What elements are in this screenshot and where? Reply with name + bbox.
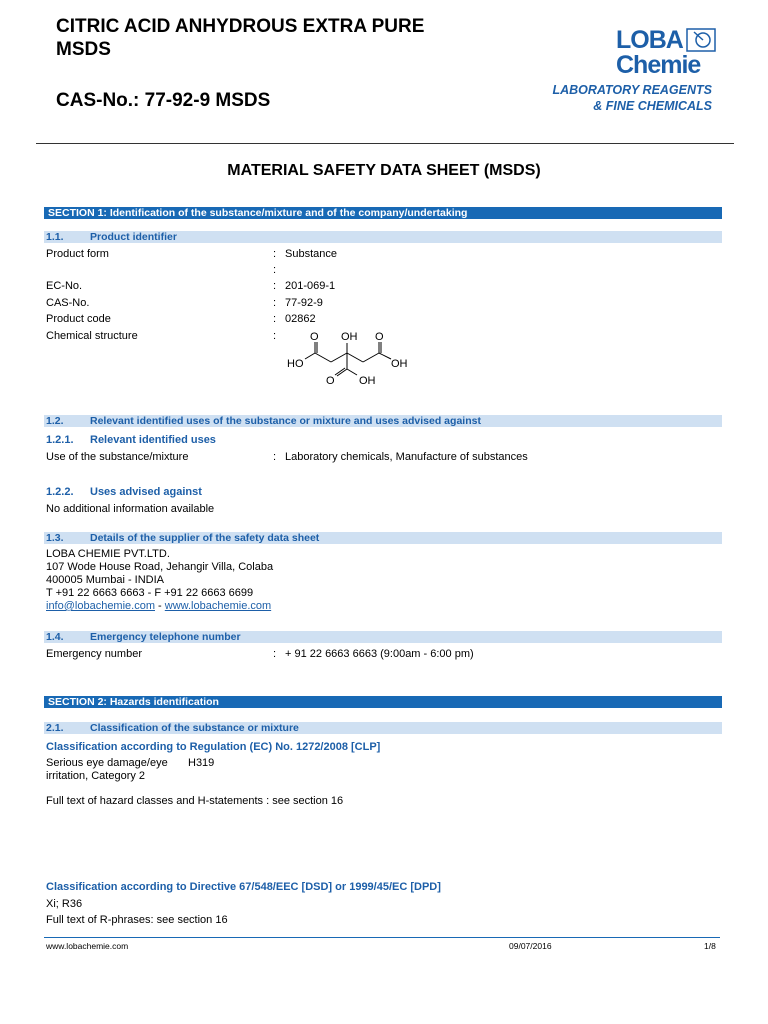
footer-date: 09/07/2016: [509, 941, 552, 951]
subsection-1-2-2-number: 1.2.2.: [46, 486, 74, 498]
subsection-1-2-number: 1.2.: [46, 415, 64, 427]
row-label: Product code: [46, 313, 111, 325]
clp-classification: [46, 757, 346, 785]
subsection-1-4-label: Emergency telephone number: [90, 631, 241, 643]
supplier-website-link[interactable]: www.lobachemie.com: [164, 600, 272, 612]
footer-page-number: 1/8: [704, 941, 716, 951]
cas-heading: CAS-No.: 77-92-9 MSDS: [56, 90, 271, 111]
subsection-1-4-number: 1.4.: [46, 631, 64, 643]
subsection-1-3: [44, 532, 722, 544]
subsection-1-2-label: Relevant identified uses of the substance or mixture and uses advised against: [90, 415, 481, 427]
structure-oh-right: OH: [391, 358, 408, 370]
subsection-2-1-number: 2.1.: [46, 722, 64, 734]
supplier-email-link[interactable]: info@lobachemie.com: [46, 600, 155, 612]
subsection-1-1-label: Product identifier: [90, 231, 177, 243]
row-ec-no: [46, 280, 726, 297]
structure-o1: O: [310, 331, 319, 343]
company-logo: [600, 26, 720, 82]
row-use: [46, 451, 726, 465]
row-value: 02862: [285, 313, 316, 325]
structure-o-bottom: O: [326, 375, 335, 387]
link-separator: -: [155, 600, 165, 612]
section1-bar: SECTION 1: Identification of the substance/mixture and of the company/undertaking: [44, 207, 722, 219]
row-emergency: [46, 648, 726, 662]
row-colon: :: [273, 248, 277, 260]
subsection-1-2-1-number: 1.2.1.: [46, 434, 74, 446]
product-title-line2: MSDS: [56, 39, 111, 60]
dsd-classification-heading: Classification according to Directive 67/548/EEC [DSD] or 1999/45/EC [DPD]: [46, 881, 441, 893]
supplier-address1: 107 Wode House Road, Jehangir Villa, Colaba: [46, 561, 274, 573]
logo-bottom-text: Chemie: [616, 51, 701, 79]
subsection-1-2-1: [46, 434, 216, 446]
subsection-1-2-2-label: Uses advised against: [90, 486, 202, 498]
full-text-r-phrases: Full text of R-phrases: see section 16: [46, 914, 228, 926]
structure-o2: O: [375, 331, 384, 343]
product-title-line1: CITRIC ACID ANHYDROUS EXTRA PURE: [56, 16, 425, 37]
footer-website: www.lobachemie.com: [46, 941, 129, 951]
row-colon: :: [273, 264, 277, 276]
structure-oh-top: OH: [341, 331, 358, 343]
structure-oh-bottom: OH: [359, 375, 376, 387]
use-label: Use of the substance/mixture: [46, 451, 189, 463]
subsection-1-3-label: Details of the supplier of the safety data sheet: [90, 532, 320, 544]
row-value: Substance: [285, 248, 337, 260]
row-colon: :: [273, 451, 277, 463]
row-product-form: [46, 248, 726, 264]
subsection-1-2-1-label: Relevant identified uses: [90, 434, 216, 446]
tagline: [520, 82, 712, 114]
row-colon: :: [273, 648, 277, 660]
row-colon: :: [273, 297, 277, 309]
dsd-classification: Xi; R36: [46, 898, 83, 910]
subsection-1-4: [44, 631, 722, 643]
full-text-h-statements: Full text of hazard classes and H-statements : see section 16: [46, 795, 344, 807]
logo-top-text: LOBA: [616, 26, 683, 54]
row-cas-no: [46, 297, 726, 313]
row-label: CAS-No.: [46, 297, 90, 309]
supplier-address2: 400005 Mumbai - INDIA: [46, 574, 164, 586]
row-empty: [46, 264, 726, 280]
clp-hazard-code: H319: [188, 757, 215, 769]
supplier-name: LOBA CHEMIE PVT.LTD.: [46, 548, 170, 560]
row-colon: :: [273, 330, 277, 342]
subsection-2-1: [44, 722, 722, 734]
row-colon: :: [273, 313, 277, 325]
row-value: 201-069-1: [285, 280, 336, 292]
section2-bar: SECTION 2: Hazards identification: [44, 696, 722, 708]
emergency-value: + 91 22 6663 6663 (9:00am - 6:00 pm): [285, 648, 474, 660]
emergency-label: Emergency number: [46, 648, 142, 660]
supplier-details: [46, 548, 273, 613]
subsection-1-1-number: 1.1.: [46, 231, 64, 243]
tagline-line2: & FINE CHEMICALS: [593, 99, 712, 113]
subsection-1-2-2: [46, 486, 202, 498]
tagline-line1: LABORATORY REAGENTS: [552, 83, 712, 97]
use-value: Laboratory chemicals, Manufacture of substances: [285, 451, 528, 463]
clp-class-line1: Serious eye damage/eye: [46, 757, 168, 769]
subsection-2-1-label: Classification of the substance or mixture: [90, 722, 299, 734]
row-colon: :: [273, 280, 277, 292]
document-title: MATERIAL SAFETY DATA SHEET (MSDS): [227, 162, 541, 179]
supplier-contact-links: [46, 600, 273, 613]
row-label: EC-No.: [46, 280, 83, 292]
row-label: Product form: [46, 248, 109, 260]
uses-advised-against-text: No additional information available: [46, 503, 215, 515]
row-value: 77-92-9: [285, 297, 323, 309]
citric-acid-structure-diagram: [283, 328, 423, 390]
row-label: Chemical structure: [46, 330, 138, 342]
header-divider: [36, 143, 734, 144]
logo-flask-icon: [686, 28, 716, 52]
subsection-1-2: [44, 415, 722, 427]
subsection-1-1: [44, 231, 722, 243]
subsection-1-3-number: 1.3.: [46, 532, 64, 544]
clp-classification-heading: Classification according to Regulation (EC) No. 1272/2008 [CLP]: [46, 741, 381, 753]
structure-ho-left: HO: [287, 358, 304, 370]
clp-class-line2: irritation, Category 2: [46, 770, 146, 782]
footer-divider: [44, 937, 720, 938]
supplier-phone: T +91 22 6663 6663 - F +91 22 6663 6699: [46, 587, 254, 599]
